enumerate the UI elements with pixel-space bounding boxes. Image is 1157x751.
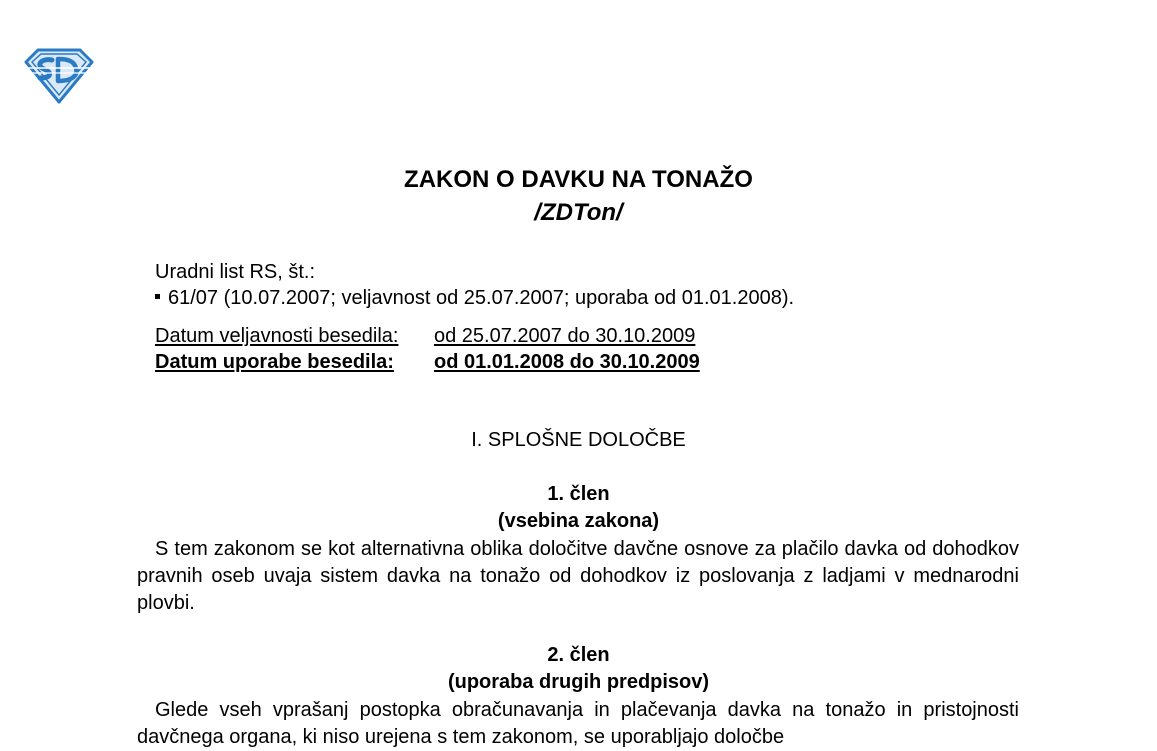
article-2-text: Glede vseh vprašanj postopka obračunavanja in plačevanja davka na tonažo in pristojnosti davčnega organa, ki niso urejena s tem zakonom, se uporabljajo določbe (137, 699, 1019, 748)
article-2-subtitle: (uporaba drugih predpisov) (447, 671, 710, 693)
article-2-number: 2. člen (547, 644, 610, 666)
gazette-entry-text: 61/07 (10.07.2007; veljavnost od 25.07.2007; uporaba od 01.01.2008). (168, 287, 795, 309)
application-row (155, 350, 700, 374)
validity-value: od 25.07.2007 do 30.10.2009 (434, 325, 696, 347)
article-1-text: S tem zakonom se kot alternativna oblika določitve davčne osnove za plačilo davka od dohodkov pravnih oseb uvaja sistem davka na tonažo od dohodkov iz poslovanja z ladjami v mednarodni plovbi. (137, 538, 1019, 614)
gazette-entry (155, 286, 794, 310)
article-1-number: 1. člen (547, 483, 610, 505)
article-1-subtitle: (vsebina zakona) (497, 510, 660, 532)
law-abbreviation: /ZDTon/ (534, 199, 623, 226)
validity-row (155, 324, 695, 348)
law-title: ZAKON O DAVKU NA TONAŽO (404, 166, 753, 193)
section-heading: I. SPLOŠNE DOLOČBE (471, 429, 686, 451)
gazette-label: Uradni list RS, št.: (155, 261, 316, 283)
application-label: Datum uporabe besedila: (155, 351, 394, 373)
bullet-icon (155, 294, 160, 299)
sd-shield-logo-icon (22, 48, 96, 104)
validity-label: Datum veljavnosti besedila: (155, 325, 399, 347)
application-value: od 01.01.2008 do 30.10.2009 (434, 351, 700, 373)
